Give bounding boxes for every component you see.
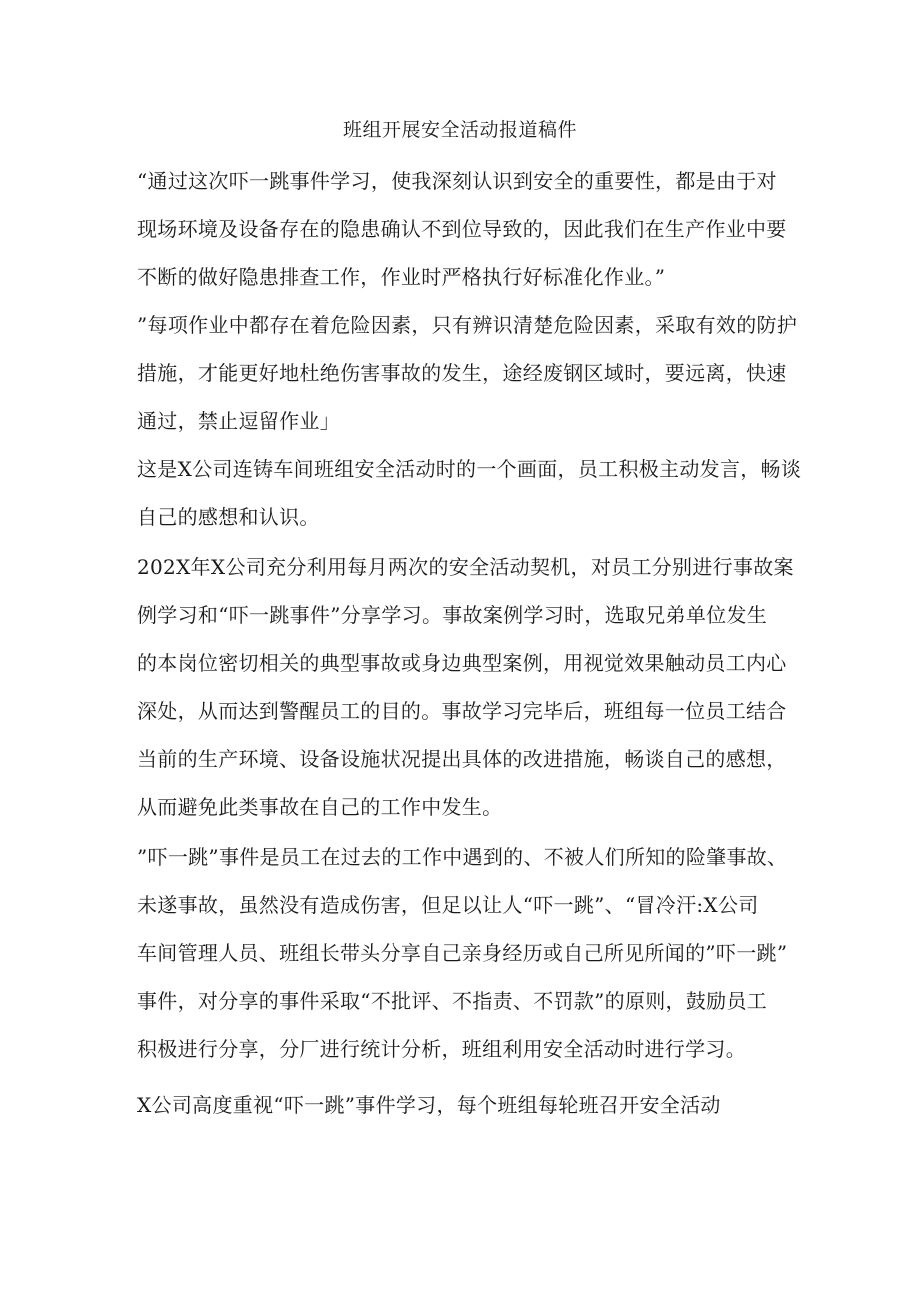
paragraph-line: 未遂事故，虽然没有造成伤害，但足以让人“吓一跳”、“冒冷汗:X公司 xyxy=(137,893,759,917)
paragraph-line: 车间管理人员、班组长带头分享自己亲身经历或自己所见所闻的”吓一跳” xyxy=(137,941,788,965)
paragraph-line: 通过，禁止逗留作业」 xyxy=(137,409,340,433)
paragraph-line: “通过这次吓一跳事件学习，使我深刻认识到安全的重要性，都是由于对 xyxy=(137,169,777,193)
paragraph-line: 措施，才能更好地杜绝伤害事故的发生，途经废钢区域时，要远离，快速 xyxy=(137,361,787,385)
paragraph-line: 积极进行分享，分厂进行统计分析，班组利用安全活动时进行学习。 xyxy=(137,1037,746,1061)
paragraph-line: 深处，从而达到警醒员工的目的。事故学习完毕后，班组每一位员工结合 xyxy=(137,699,787,723)
document-title: 班组开展安全活动报道稿件 xyxy=(342,119,577,141)
paragraph-line: 例学习和“吓一跳事件”分享学习。事故案例学习时，选取兄弟单位发生 xyxy=(137,603,768,627)
paragraph-line: 自己的感想和认识。 xyxy=(137,505,320,529)
paragraph-line: 不断的做好隐患排查工作，作业时严格执行好标准化作业。” xyxy=(137,265,666,289)
paragraph-line: 当前的生产环境、设备设施状况提出具体的改进措施，畅谈自己的感想， xyxy=(137,747,787,771)
paragraph-line: 现场环境及设备存在的隐患确认不到位导致的，因此我们在生产作业中要 xyxy=(137,217,787,241)
paragraph-line: 202X年X公司充分利用每月两次的安全活动契机，对员工分别进行事故案 xyxy=(137,555,794,579)
paragraph-line: 这是X公司连铸车间班组安全活动时的一个画面，员工积极主动发言，畅谈 xyxy=(137,457,802,481)
paragraph-line: 的本岗位密切相关的典型事故或身边典型案例，用视觉效果触动员工内心 xyxy=(137,651,787,675)
paragraph-line: 从而避免此类事故在自己的工作中发生。 xyxy=(137,795,503,819)
paragraph-line: ”吓一跳”事件是员工在过去的工作中遇到的、不被人们所知的险肇事故、 xyxy=(137,845,788,869)
paragraph-line: ”每项作业中都存在着危险因素，只有辨识清楚危险因素，采取有效的防护 xyxy=(137,313,798,337)
paragraph-line: 事件，对分享的事件采取“不批评、不指责、不罚款”的原则，鼓励员工 xyxy=(137,989,768,1013)
paragraph-line: X公司高度重视“吓一跳”事件学习，每个班组每轮班召开安全活动 xyxy=(137,1093,721,1117)
